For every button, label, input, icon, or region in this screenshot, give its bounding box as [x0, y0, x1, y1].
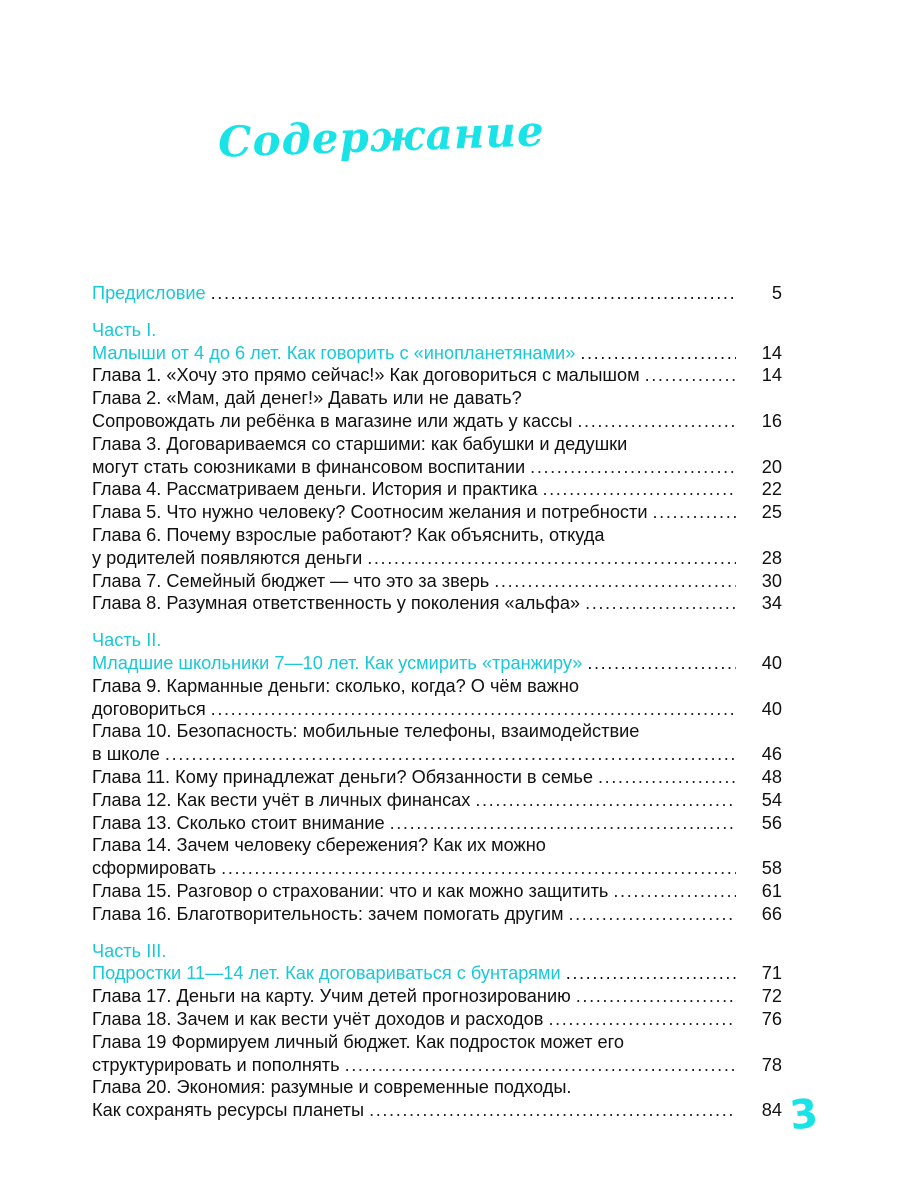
toc-entry-title: Глава 8. Разумная ответственность у поколения «альфа»	[92, 593, 581, 614]
toc-entry-line: Глава 14. Зачем человеку сбережения? Как их можно	[92, 835, 546, 856]
toc-page-number: 40	[761, 698, 782, 719]
toc-page-number: 58	[761, 858, 782, 879]
leader-dots	[576, 985, 736, 1008]
toc-chapter-5[interactable]	[92, 501, 782, 524]
toc-page-number: 54	[761, 789, 782, 810]
toc-page-number: 5	[771, 283, 782, 303]
toc-entry-title: Глава 4. Рассматриваем деньги. История и практика	[92, 479, 538, 500]
toc-page-number: 66	[761, 903, 782, 924]
toc-page-number: 25	[761, 502, 782, 523]
toc-part-3[interactable]	[92, 962, 782, 985]
leader-dots	[645, 364, 736, 387]
toc-page-number: 20	[761, 456, 782, 477]
toc-chapter-1[interactable]	[92, 364, 782, 387]
leader-dots	[211, 282, 736, 305]
toc-chapter-20[interactable]	[92, 1099, 782, 1122]
part-title: Малыши от 4 до 6 лет. Как говорить с «инопланетянами»	[92, 342, 576, 363]
toc-entry-title: Глава 13. Сколько стоит внимание	[92, 812, 385, 833]
toc-chapter-15[interactable]	[92, 880, 782, 903]
toc-entry-line: Глава 3. Договариваемся со старшими: как бабушки и дедушки	[92, 433, 628, 454]
leader-dots	[598, 766, 736, 789]
toc-chapter-19[interactable]	[92, 1054, 782, 1077]
leader-dots	[475, 789, 736, 812]
toc-page-number: 14	[761, 365, 782, 386]
page-title: Содержание	[217, 106, 546, 167]
part-title: Подростки 11—14 лет. Как договариваться с бунтарями	[92, 963, 561, 984]
toc-chapter-2[interactable]	[92, 410, 782, 433]
toc-entry-title: могут стать союзниками в финансовом воспитании	[92, 456, 526, 477]
leader-dots	[345, 1054, 736, 1077]
toc-chapter-8[interactable]	[92, 592, 782, 615]
leader-dots	[566, 962, 736, 985]
toc-entry-line: Глава 19 Формируем личный бюджет. Как подросток может его	[92, 1031, 625, 1052]
toc-entry-title: Глава 7. Семейный бюджет — что это за зверь	[92, 570, 490, 591]
leader-dots	[548, 1008, 736, 1031]
toc-entry-line: Глава 20. Экономия: разумные и современные подходы.	[92, 1077, 572, 1098]
toc-entry-line: Глава 10. Безопасность: мобильные телефоны, взаимодействие	[92, 721, 640, 742]
toc-chapter-14[interactable]	[92, 857, 782, 880]
leader-dots	[390, 812, 736, 835]
toc-entry-title: у родителей появляются деньги	[92, 547, 363, 568]
toc-page-number: 14	[761, 342, 782, 363]
leader-dots	[369, 1099, 736, 1122]
toc-entry-title: в школе	[92, 744, 160, 765]
toc-chapter-10[interactable]	[92, 743, 782, 766]
toc-entry-preface[interactable]	[92, 282, 782, 305]
toc-page-number: 56	[761, 812, 782, 833]
toc-entry-line: Глава 6. Почему взрослые работают? Как объяснить, откуда	[92, 524, 605, 545]
toc-chapter-3[interactable]	[92, 456, 782, 479]
toc-page-number: 30	[761, 570, 782, 591]
leader-dots	[367, 547, 736, 570]
leader-dots	[577, 410, 736, 433]
toc-entry-line: Глава 2. «Мам, дай денег!» Давать или не давать?	[92, 388, 522, 409]
leader-dots	[587, 652, 736, 675]
toc-entry-title: Глава 18. Зачем и как вести учёт доходов и расходов	[92, 1008, 544, 1029]
toc-chapter-6[interactable]	[92, 547, 782, 570]
leader-dots	[653, 501, 736, 524]
toc-entry-title: Глава 17. Деньги на карту. Учим детей прогнозированию	[92, 986, 571, 1007]
table-of-contents	[92, 282, 782, 1122]
page-number: 3	[787, 1090, 821, 1140]
toc-chapter-9[interactable]	[92, 698, 782, 721]
leader-dots	[613, 880, 736, 903]
toc-page-number: 40	[761, 652, 782, 673]
toc-chapter-11[interactable]	[92, 766, 782, 789]
toc-page-number: 78	[761, 1054, 782, 1075]
toc-page-number: 46	[761, 744, 782, 765]
toc-chapter-18[interactable]	[92, 1008, 782, 1031]
toc-entry-title: Глава 11. Кому принадлежат деньги? Обязанности в семье	[92, 766, 593, 787]
toc-page-number: 16	[761, 410, 782, 431]
part-label: Часть III.	[92, 940, 167, 961]
toc-chapter-17[interactable]	[92, 985, 782, 1008]
leader-dots	[211, 698, 736, 721]
toc-entry-title: Глава 1. «Хочу это прямо сейчас!» Как договориться с малышом	[92, 365, 640, 386]
toc-page-number: 61	[761, 880, 782, 901]
toc-page-number: 48	[761, 766, 782, 787]
toc-page-number: 22	[761, 479, 782, 500]
toc-page-number: 28	[761, 547, 782, 568]
toc-entry-title: Сопровождать ли ребёнка в магазине или ждать у кассы	[92, 410, 573, 431]
part-label: Часть II.	[92, 630, 162, 651]
leader-dots	[569, 903, 737, 926]
toc-page-number: 72	[761, 986, 782, 1007]
toc-chapter-13[interactable]	[92, 812, 782, 835]
toc-page-number: 34	[761, 593, 782, 614]
toc-chapter-12[interactable]	[92, 789, 782, 812]
toc-chapter-7[interactable]	[92, 570, 782, 593]
toc-entry-title: сформировать	[92, 858, 217, 879]
part-label: Часть I.	[92, 319, 157, 340]
leader-dots	[585, 592, 736, 615]
toc-entry-line: Глава 9. Карманные деньги: сколько, когда? О чём важно	[92, 675, 579, 696]
toc-part-2[interactable]	[92, 652, 782, 675]
toc-page-number: 84	[761, 1100, 782, 1121]
toc-entry-title: Как сохранять ресурсы планеты	[92, 1100, 365, 1121]
toc-part-1[interactable]	[92, 342, 782, 365]
toc-chapter-16[interactable]	[92, 903, 782, 926]
toc-chapter-4[interactable]	[92, 478, 782, 501]
toc-entry-title: структурировать и пополнять	[92, 1054, 340, 1075]
leader-dots	[221, 857, 736, 880]
toc-entry-title: Глава 15. Разговор о страховании: что и как можно защитить	[92, 880, 609, 901]
part-title: Младшие школьники 7—10 лет. Как усмирить «транжиру»	[92, 652, 583, 673]
toc-entry-title: Предисловие	[92, 283, 206, 303]
toc-page-number: 76	[761, 1008, 782, 1029]
toc-entry-title: Глава 16. Благотворительность: зачем помогать другим	[92, 903, 564, 924]
toc-entry-title: Глава 12. Как вести учёт в личных финансах	[92, 789, 471, 810]
leader-dots	[580, 342, 736, 365]
toc-entry-title: Глава 5. Что нужно человеку? Соотносим желания и потребности	[92, 502, 648, 523]
leader-dots	[530, 456, 736, 479]
leader-dots	[494, 570, 736, 593]
toc-entry-title: договориться	[92, 698, 206, 719]
leader-dots	[542, 478, 736, 501]
leader-dots	[165, 743, 736, 766]
toc-page-number: 71	[761, 963, 782, 984]
